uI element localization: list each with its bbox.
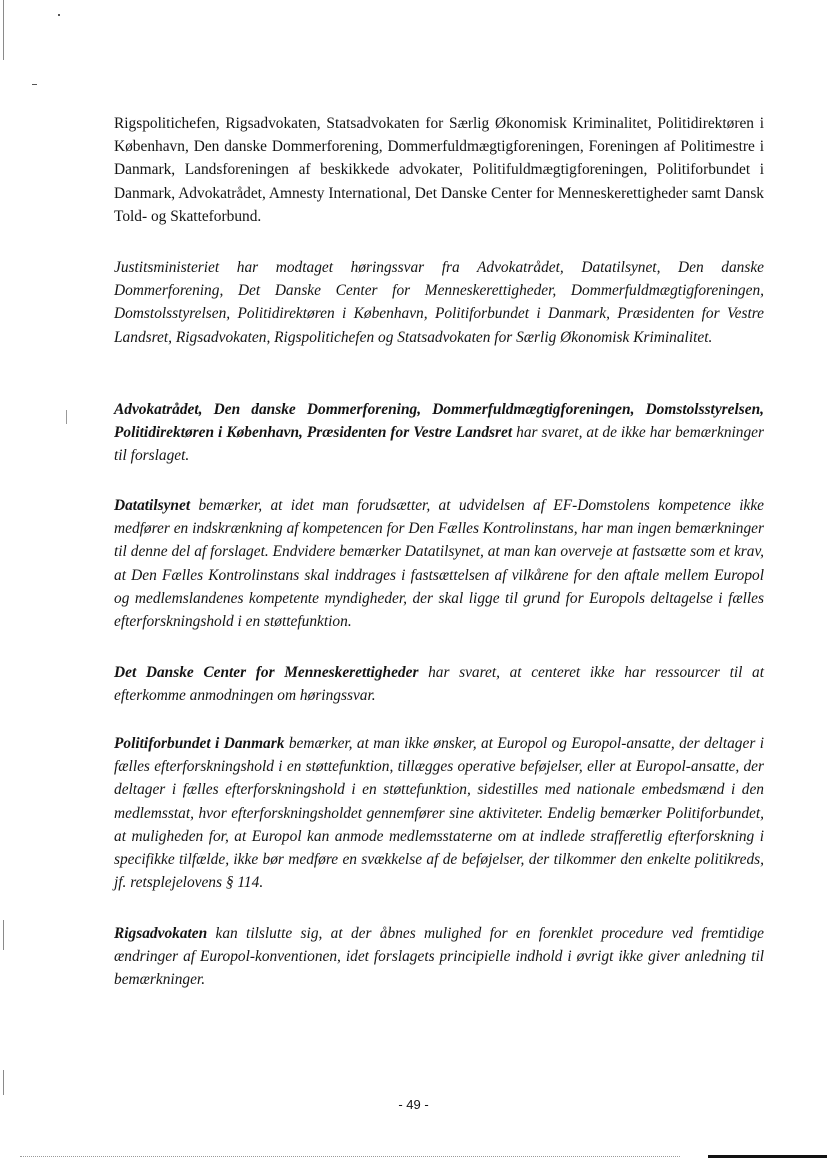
scan-margin-line bbox=[3, 0, 4, 60]
paragraph-human-rights-center bbox=[114, 661, 764, 707]
scan-speck bbox=[66, 410, 67, 424]
paragraph-lead: Det Danske Center for Menneskerettigheder bbox=[114, 664, 419, 681]
paragraph-lead: Rigsadvokaten bbox=[114, 925, 208, 942]
paragraph-text: kan tilslutte sig, at der åbnes mulighed for en forenklet procedure ved fremtidige ændringer af Europol-konventionen, idet forslagets principielle indhold i øvrigt ikke giver anledning til bemærkninger. bbox=[114, 925, 764, 989]
paragraph-text: bemærker, at idet man forudsætter, at udvidelsen af EF-Domstolens kompetence ikke medfører en indskrænkning af kompetencen for Den Fælles Kontrolinstans, har man ingen bemærkninger til denne del af forslaget. Endvidere bemærker Datatilsynet, at man kan overveje at fastsætte som et krav, at Den Fælles Kontrolinstans skal inddrages i fastsættelsen af vilkårene for den aftale mellem Europol og medlemslandenes kompetente myndigheder, der skal ligge til grund for Europols deltagelse i fælles efterforskningshold i en støttefunktion. bbox=[114, 497, 764, 631]
paragraph-text: har svaret, at de ikke har bemærkninger til forslaget. bbox=[114, 424, 765, 465]
paragraph-received-responses bbox=[114, 256, 764, 349]
scan-speck bbox=[58, 14, 60, 16]
scan-bottom-edge bbox=[20, 1156, 680, 1157]
paragraph-text: Justitsministeriet har modtaget høringssvar fra Advokatrådet, Datatilsynet, Den danske Dommerforening, Det Danske Center for Menneskerettigheder, Dommerfuldmægtigforeningen, Domstolsstyrelsen, Politidirektøren i København, Politiforbundet i Danmark, Præsidenten for Vestre Landsret, Rigsadvokaten, Rigspolitichefen og Statsadvokaten for Særlig Økonomisk Kriminalitet. bbox=[114, 259, 764, 346]
paragraph-rigsadvokaten bbox=[114, 922, 764, 992]
page-number: - 49 - bbox=[398, 1097, 429, 1112]
paragraph-hearing-list bbox=[114, 112, 764, 228]
scan-bottom-bar bbox=[708, 1155, 827, 1158]
paragraph-no-remarks bbox=[114, 398, 764, 468]
paragraph-text: bemærker, at man ikke ønsker, at Europol og Europol-ansatte, der deltager i fælles efterforskningshold i en støttefunktion, tillægges operative beføjelser, eller at Europol-ansatte, der deltager i fælles efterforskningshold i en støttefunktion, sidestilles med nationale embedsmænd i den medlemsstat, hvor efterforskningsholdet gennemfører sine aktiviteter. Endelig bemærker Politiforbundet, at muligheden for, at Europol kan anmode medlemsstaterne om at indlede strafferetlig efterforskning i specifikke tilfælde, ikke bør medføre en svækkelse af de beføjelser, der tilkommer den enkelte politikreds, jf. retsplejelovens § 114. bbox=[114, 735, 764, 892]
paragraph-text: Rigspolitichefen, Rigsadvokaten, Statsadvokaten for Særlig Økonomisk Kriminalitet, Politidirektøren i København, Den danske Dommerforening, Dommerfuldmægtigforeningen, Foreningen af Politimestre i Danmark, Landsforeningen af beskikkede advokater, Politifuldmægtigforeningen, Politiforbundet i Danmark, Advokatrådet, Amnesty International, Det Danske Center for Menneskerettigheder samt Dansk Told- og Skatteforbund. bbox=[114, 115, 764, 225]
paragraph-lead: Politiforbundet i Danmark bbox=[114, 735, 285, 752]
scan-speck bbox=[32, 84, 37, 85]
paragraph-lead: Advokatrådet, Den danske Dommerforening, Dommerfuldmægtigforeningen, Domstolsstyrelsen, Politidirektøren i København, Præsidenten for Vestre Landsret bbox=[114, 401, 764, 442]
scan-margin-line bbox=[3, 920, 4, 950]
paragraph-politiforbundet bbox=[114, 732, 764, 894]
paragraph-text: har svaret, at centeret ikke har ressourcer til at efterkomme anmodningen om høringssvar. bbox=[114, 664, 764, 705]
paragraph-datatilsynet bbox=[114, 494, 764, 633]
scan-margin-line bbox=[3, 1070, 4, 1095]
paragraph-lead: Datatilsynet bbox=[114, 497, 191, 514]
